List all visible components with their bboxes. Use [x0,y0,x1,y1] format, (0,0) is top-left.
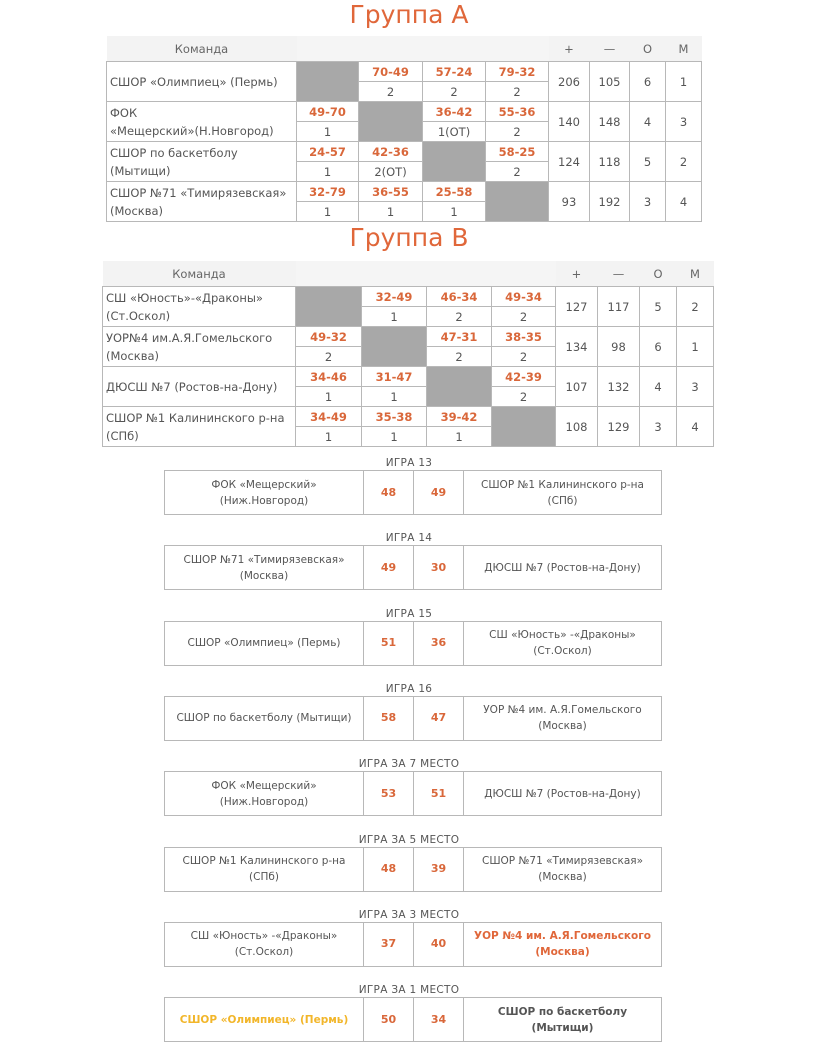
away-team [464,847,662,891]
away-team [464,546,662,590]
team-row [103,407,714,427]
team-name-line: ДЮСШ №7 (Ростов-на-Дону) [484,561,641,574]
team-name-line: СШОР «Олимпиец» (Пермь) [187,637,341,650]
stat-minus: 148 [590,102,630,142]
team-row [107,142,702,162]
match-points: 2 [423,82,486,102]
home-team [165,621,364,665]
self-cell [362,327,427,367]
match-points: 2(ОТ) [359,162,423,182]
stat-o: 5 [630,142,666,182]
team-name-line: ДЮСШ №7 (Ростов-на-Дону) [484,787,641,800]
header-minus: — [598,261,640,287]
game-table [164,847,662,892]
stat-plus: 107 [556,367,598,407]
stat-o: 3 [630,182,666,222]
match-points: 1 [296,387,362,407]
group-b-title: Группа В [349,223,469,252]
self-cell [492,407,556,447]
stat-minus: 129 [598,407,640,447]
team-row [103,327,714,347]
header-row [107,36,702,62]
stat-plus: 206 [549,62,590,102]
game-table [164,696,662,741]
header-o: О [630,36,666,62]
stat-m: 3 [677,367,714,407]
home-score: 51 [364,621,414,665]
self-cell [297,62,359,102]
stat-m: 2 [677,287,714,327]
home-score: 37 [364,922,414,966]
group-b-table [102,261,714,447]
game-table [164,922,662,967]
stat-o: 6 [630,62,666,102]
match-score: 36-55 [359,182,423,202]
team-name [103,287,296,327]
team-name-line: СШОР №71 «Тимирязевская» [481,855,644,867]
team-name-line: СШОР №1 Калининского р-на [481,478,644,491]
away-score: 49 [414,471,464,515]
team-row [107,182,702,202]
home-score: 53 [364,772,414,816]
team-name-line: УОР №4 им. А.Я.Гомельского [483,704,642,717]
match-score: 24-57 [297,142,359,162]
match-score: 49-70 [297,102,359,122]
away-team [464,772,662,816]
team-name-line: (Москва) [110,203,164,218]
game-title: ИГРА ЗА 3 МЕСТО [358,908,460,921]
self-cell [296,287,362,327]
team-name-line: ФОК «Мещерский» [211,478,317,491]
team-row [107,102,702,122]
away-score: 40 [414,922,464,966]
away-score: 30 [414,546,464,590]
header-spacer [492,261,556,287]
home-team [165,696,364,740]
team-name-line: (Ниж.Новгород) [219,795,309,808]
match-points: 1 [297,162,359,182]
team-name-line: (Москва) [106,348,160,363]
match-score: 32-49 [362,287,427,307]
team-name-line: (Ст.Оскол) [533,645,592,658]
team-name-line: СШ «Юность» -«Драконы» [489,629,636,642]
match-points: 2 [486,122,549,142]
header-m: М [666,36,702,62]
stat-m: 2 [666,142,702,182]
header-spacer [486,36,549,62]
header-plus: + [556,261,598,287]
match-points: 1(ОТ) [423,122,486,142]
match-points: 1 [297,122,359,142]
header-spacer [362,261,427,287]
stat-minus: 105 [590,62,630,102]
stat-minus: 192 [590,182,630,222]
team-row [107,62,702,82]
match-points: 1 [359,202,423,222]
team-name-line: СШОР №1 Калининского р-на [182,855,346,867]
stat-minus: 98 [598,327,640,367]
home-score: 50 [364,998,414,1042]
home-team [165,847,364,891]
game-title: ИГРА 15 [385,607,433,620]
team-name-line: СШОР №71 «Тимирязевская» [183,553,345,566]
team-row [103,367,714,387]
team-name [103,367,296,407]
team-name-line: СШОР «Олимпиец» (Пермь) [110,74,278,89]
match-points: 2 [492,387,556,407]
team-name-line: ФОК «Мещерский» [211,779,317,792]
match-points: 1 [423,202,486,222]
team-name [107,182,297,222]
team-name [107,102,297,142]
team-name-line: СШОР №71 «Тимирязевская» [110,185,287,200]
home-team [165,922,364,966]
home-team [165,998,364,1042]
team-name [103,327,296,367]
match-score: 34-49 [296,407,362,427]
header-spacer [296,261,362,287]
match-points: 1 [427,427,492,447]
game-title: ИГРА 14 [385,532,433,545]
match-score: 32-79 [297,182,359,202]
match-score: 38-35 [492,327,556,347]
stat-o: 4 [640,367,677,407]
team-row [103,287,714,307]
team-name-line: (Мытищи) [110,163,171,178]
team-name-line: «Мещерский»(Н.Новгород) [110,123,274,138]
team-name [103,407,296,447]
stat-plus: 134 [556,327,598,367]
team-name-line: (Москва) [239,569,289,582]
stat-plus: 124 [549,142,590,182]
match-points: 2 [492,347,556,367]
game-title: ИГРА ЗА 7 МЕСТО [358,758,460,771]
match-points: 1 [297,202,359,222]
team-name-line: (Москва) [535,946,590,959]
stat-minus: 132 [598,367,640,407]
stat-plus: 127 [556,287,598,327]
stat-m: 1 [666,62,702,102]
self-cell [427,367,492,407]
game-title: ИГРА 13 [385,457,433,469]
stat-plus: 108 [556,407,598,447]
header-spacer [423,36,486,62]
team-name-line: (СПб) [249,871,279,883]
stat-minus: 118 [590,142,630,182]
away-team [464,998,662,1042]
stat-o: 6 [640,327,677,367]
match-points: 2 [427,307,492,327]
header-minus: — [590,36,630,62]
game-title: ИГРА ЗА 5 МЕСТО [358,833,460,846]
match-score: 49-34 [492,287,556,307]
match-points: 2 [492,307,556,327]
header-plus: + [549,36,590,62]
away-score: 39 [414,847,464,891]
team-name-line: СШОР по баскетболу [110,145,238,160]
header-row [103,261,714,287]
match-score: 46-34 [427,287,492,307]
header-spacer [297,36,359,62]
home-score: 48 [364,471,414,515]
team-name-line: (Ниж.Новгород) [219,494,309,507]
stat-m: 3 [666,102,702,142]
match-score: 42-39 [492,367,556,387]
home-team [165,546,364,590]
stat-plus: 140 [549,102,590,142]
match-score: 39-42 [427,407,492,427]
header-spacer [427,261,492,287]
match-score: 49-32 [296,327,362,347]
game-table [164,545,662,590]
team-name-line: ФОК [110,105,138,120]
stat-o: 5 [640,287,677,327]
away-team [464,471,662,515]
header-m: М [677,261,714,287]
match-score: 36-42 [423,102,486,122]
match-score: 79-32 [486,62,549,82]
stat-minus: 117 [598,287,640,327]
group-a-title: Группа А [349,0,469,29]
stat-m: 4 [666,182,702,222]
match-score: 42-36 [359,142,423,162]
home-score: 48 [364,847,414,891]
team-name-line: УОР №4 им. А.Я.Гомельского [474,930,651,943]
team-name-line: (Москва) [538,720,587,733]
match-score: 25-58 [423,182,486,202]
self-cell [423,142,486,182]
team-name-line: СШ «Юность»-«Драконы» [106,290,263,305]
home-score: 49 [364,546,414,590]
home-team [165,471,364,515]
game-title: ИГРА ЗА 1 МЕСТО [358,984,460,997]
match-points: 2 [296,347,362,367]
game-table [164,621,662,666]
match-score: 70-49 [359,62,423,82]
away-score: 36 [414,621,464,665]
match-score: 31-47 [362,367,427,387]
home-team [165,772,364,816]
team-name [107,142,297,182]
match-points: 1 [362,427,427,447]
away-team [464,696,662,740]
team-name-line: (СПб) [547,494,578,507]
team-name-line: (Москва) [538,871,587,883]
header-o: О [640,261,677,287]
away-team [464,922,662,966]
match-points: 1 [296,427,362,447]
team-name-line: (Ст.Оскол) [234,946,294,959]
team-name-line: УОР№4 им.А.Я.Гомельского [106,330,273,345]
match-score: 47-31 [427,327,492,347]
away-score: 47 [414,696,464,740]
stat-plus: 93 [549,182,590,222]
match-score: 57-24 [423,62,486,82]
team-name-line: СШ «Юность» -«Драконы» [190,930,338,943]
match-points: 2 [486,82,549,102]
match-points: 1 [362,387,427,407]
group-a-table [106,36,702,222]
game-table [164,771,662,816]
header-team: Команда [107,36,297,62]
game-table [164,470,662,515]
stat-m: 1 [677,327,714,367]
header-team: Команда [103,261,296,287]
header-spacer [359,36,423,62]
game-table [164,997,662,1042]
team-name [107,62,297,102]
team-name-line: СШОР по баскетболу (Мытищи) [176,712,352,725]
match-points: 1 [362,307,427,327]
match-score: 35-38 [362,407,427,427]
team-name-line: СШОР «Олимпиец» (Пермь) [179,1013,349,1026]
team-name-line: (Ст.Оскол) [106,308,171,323]
self-cell [486,182,549,222]
away-score: 51 [414,772,464,816]
stat-o: 3 [640,407,677,447]
away-team [464,621,662,665]
match-points: 2 [486,162,549,182]
team-name-line: СШОР №1 Калининского р-на [106,410,285,425]
match-score: 58-25 [486,142,549,162]
team-name-line: ДЮСШ №7 (Ростов-на-Дону) [106,379,278,394]
stat-m: 4 [677,407,714,447]
match-score: 55-36 [486,102,549,122]
match-points: 2 [359,82,423,102]
team-name-line: (СПб) [106,428,139,443]
match-score: 34-46 [296,367,362,387]
self-cell [359,102,423,142]
match-points: 2 [427,347,492,367]
away-score: 34 [414,998,464,1042]
game-title: ИГРА 16 [385,682,433,695]
team-name-line: СШОР по баскетболу (Мытищи) [497,1005,628,1034]
home-score: 58 [364,696,414,740]
stat-o: 4 [630,102,666,142]
